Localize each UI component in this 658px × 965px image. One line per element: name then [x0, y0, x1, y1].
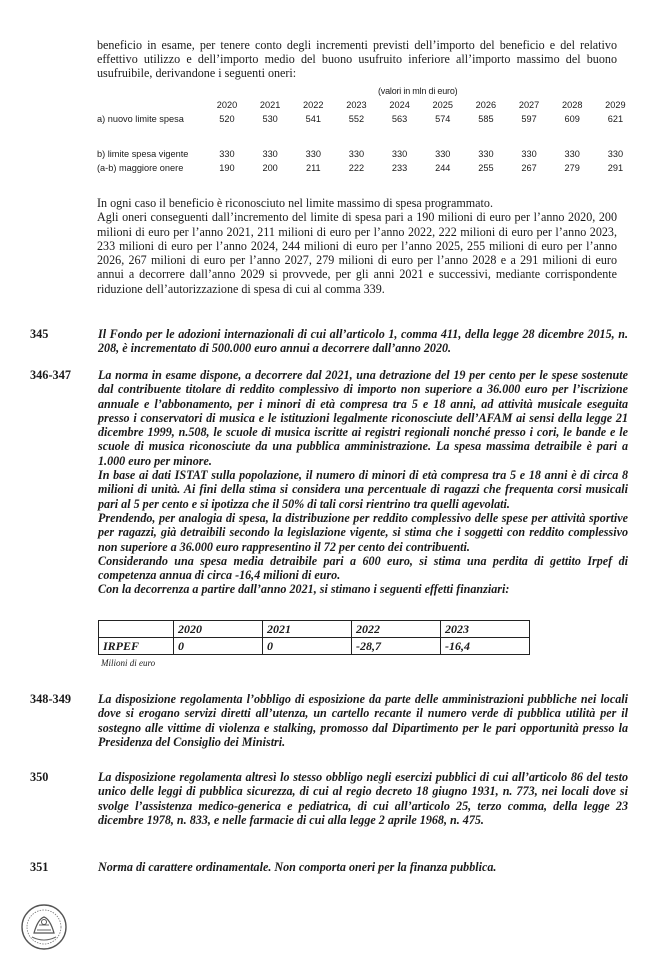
- table-row: [97, 161, 637, 175]
- paragraph: Agli oneri conseguenti dall’incremento del limite di spesa pari a 190 milioni di euro per l’anno 2020, 200 milioni di euro per l’anno 2021, 211 milioni di euro per l’anno 2022, 222 milioni di euro per l’anno 2023, 233 milioni di euro per l’anno 2024, 244 milioni di euro per l’anno 2025, 255 milioni di euro per l’anno 2026, 267 milioni di euro per l’anno 2027, 279 milioni di euro per l’anno 2028 e a 291 milioni di euro annui a decorrere dall’anno 2029 si provvede, per gli anni 2021 e successivi, mediante corrispondente riduzione dell’autorizzazione di spesa di cui al comma 339.: [97, 210, 617, 296]
- table-cell: 330: [348, 149, 365, 159]
- year-header: 2020: [174, 621, 263, 638]
- row-label: (a-b) maggiore onere: [97, 163, 184, 173]
- paragraph: La norma in esame dispone, a decorrere dal 2021, una detrazione del 19 per cento per le spese sostenute dal contribuente titolare di reddito complessivo di importo non superiore a 36.000 euro per l’iscrizione annuale e l’abbonamento, per i minori di età compresa tra 5 e 18 anni, ad attività musicale eseguita presso i conservatori di musica e le istituzioni legalmente riconosciute dell’AFAM ai sensi della legge 21 dicembre 1999, n.508, le scuole di musica iscritte ai registri regionali nonché presso i cori, le bande e le scuole di musica riconosciute da una pubblica amministrazione. La spesa massima detraibile è pari a 1.000 euro per minore.: [98, 368, 628, 468]
- year-header: 2028: [561, 100, 583, 110]
- section-body: [98, 860, 628, 874]
- section-body: [98, 692, 628, 749]
- table-cell: 233: [391, 163, 408, 173]
- table-cell: 330: [435, 149, 451, 159]
- row-label: b) limite spesa vigente: [97, 149, 189, 159]
- intro-paragraph: beneficio in esame, per tenere conto degli incrementi previsti dell’importo del beneficio e del relativo effettivo utilizzo e dell’importo medio del buono usufruito inferiore all’importo massimo del buono usufruibile, derivandone i seguenti oneri:: [97, 38, 617, 81]
- table-cell: 330: [564, 149, 580, 159]
- table-cell: 0: [263, 638, 352, 655]
- table-cell: 267: [521, 163, 537, 173]
- year-header: 2023: [346, 100, 367, 110]
- table-cell: 330: [219, 149, 235, 159]
- table-cell: 190: [219, 163, 235, 173]
- table-cell: 621: [607, 114, 624, 124]
- section-number: 346-347: [30, 368, 71, 382]
- paragraph: Il Fondo per le adozioni internazionali di cui all’articolo 1, comma 411, della legge 28 dicembre 2015, n. 208, è incrementato di 500.000 euro annui a decorrere dall’anno 2020.: [98, 327, 628, 356]
- irpef-header-row: [99, 621, 530, 638]
- funding-text: [97, 196, 617, 296]
- paragraph: In base ai dati ISTAT sulla popolazione, il numero di minori di età compresa tra 5 e 18 anni è di circa 8 milioni di unità. Ai fini della stima si considera una percentuale di ragazzi che frequenta corsi musicali pari al 5 per cento e si ipotizza che il 50% di tali corsi rientrino tra quelli agevolati.: [98, 468, 628, 511]
- paragraph: In ogni caso il beneficio è riconosciuto nel limite massimo di spesa programmato.: [97, 196, 493, 210]
- section-body: [98, 770, 628, 827]
- paragraph: Con la decorrenza a partire dall’anno 2021, si stimano i seguenti effetti finanziari:: [98, 582, 510, 597]
- table-cell: 541: [305, 114, 321, 124]
- year-header: 2021: [263, 621, 352, 638]
- table-cell: 211: [305, 163, 321, 173]
- year-header: 2029: [605, 100, 626, 110]
- table-cell: 0: [174, 638, 263, 655]
- table-cell: 574: [435, 114, 451, 124]
- spending-table-header: [97, 98, 637, 112]
- row-label: IRPEF: [99, 638, 174, 655]
- table-cell: 291: [607, 163, 624, 173]
- year-header: 2021: [259, 100, 281, 110]
- table-cell: 330: [478, 149, 494, 159]
- year-header: 2025: [432, 100, 453, 110]
- section-number: 345: [30, 327, 49, 341]
- table-cell: 244: [435, 163, 451, 173]
- table-spacer: [97, 126, 637, 147]
- table-cell: 530: [262, 114, 278, 124]
- table-cell: 279: [564, 163, 580, 173]
- paragraph: Prendendo, per analogia di spesa, la distribuzione per reddito complessivo delle spese per attività sportive per ragazzi, già detraibili secondo la legislazione vigente, si stima che i soggetti con reddito complessivo non superiore a 36.000 euro rappresentino il 72 per cento dei contribuenti.: [98, 510, 628, 554]
- table-row: [97, 147, 637, 161]
- table-cell: 255: [478, 163, 494, 173]
- year-header: 2023: [441, 621, 530, 638]
- paragraph: Considerando una spesa media detraibile pari a 600 euro, si stima una perdita di gettito Irpef di competenza annua di circa -16,4 milioni di euro.: [98, 553, 628, 583]
- table-cell: 563: [391, 114, 408, 124]
- official-seal-icon: [20, 903, 68, 951]
- paragraph: La disposizione regolamenta altresì lo stesso obbligo negli esercizi pubblici di cui all’articolo 86 del testo unico delle leggi di pubblica sicurezza, di cui al regio decreto 18 giugno 1931, n. 773, nei locali dove si svolge l’assistenza medico-generica e pediatrica, di cui all’articolo 25, terzo comma, della legge 23 dicembre 1978, n. 833, e nelle farmacie di cui alla legge 2 aprile 1968, n. 475.: [98, 770, 628, 827]
- table-cell: 330: [262, 149, 278, 159]
- table-cell: 200: [262, 163, 278, 173]
- table-cell: 520: [219, 114, 235, 124]
- table-cell: 330: [391, 149, 408, 159]
- table-cell: 597: [521, 114, 537, 124]
- table-cell: 330: [521, 149, 537, 159]
- paragraph: Norma di carattere ordinamentale. Non comporta oneri per la finanza pubblica.: [98, 860, 497, 874]
- spending-table-unit: (valori in mln di euro): [378, 86, 458, 96]
- section-number: 348-349: [30, 692, 71, 706]
- table-cell: -28,7: [352, 638, 441, 655]
- year-header: 2027: [518, 100, 540, 110]
- irpef-table-note: Milioni di euro: [101, 658, 156, 668]
- table-cell: 585: [478, 114, 494, 124]
- table-cell: 222: [348, 163, 365, 173]
- year-header: 2026: [475, 100, 497, 110]
- irpef-row: [99, 638, 530, 655]
- table-cell: 552: [348, 114, 365, 124]
- table-cell: 330: [607, 149, 624, 159]
- table-cell: -16,4: [441, 638, 530, 655]
- table-row: [97, 112, 637, 126]
- table-cell: 609: [564, 114, 580, 124]
- irpef-table: [98, 620, 530, 655]
- section-body: [98, 368, 628, 597]
- row-label: a) nuovo limite spesa: [97, 114, 184, 124]
- section-number: 350: [30, 770, 49, 784]
- paragraph: La disposizione regolamenta l’obbligo di esposizione da parte delle amministrazioni pubbliche nei locali dove si erogano servizi diretti all’utenza, un cartello recante il numero verde di pubblica utilità per il sostegno alle vittime di violenza e stalking, promosso dal Dipartimento per le pari opportunità presso la Presidenza del Consiglio dei Ministri.: [98, 692, 628, 749]
- year-header: 2022: [303, 100, 324, 110]
- section-body: [98, 327, 628, 356]
- year-header: 2020: [216, 100, 238, 110]
- section-number: 351: [30, 860, 49, 874]
- year-header: 2022: [352, 621, 441, 638]
- table-cell: 330: [305, 149, 321, 159]
- year-header: 2024: [389, 100, 410, 110]
- spending-table: [97, 98, 637, 175]
